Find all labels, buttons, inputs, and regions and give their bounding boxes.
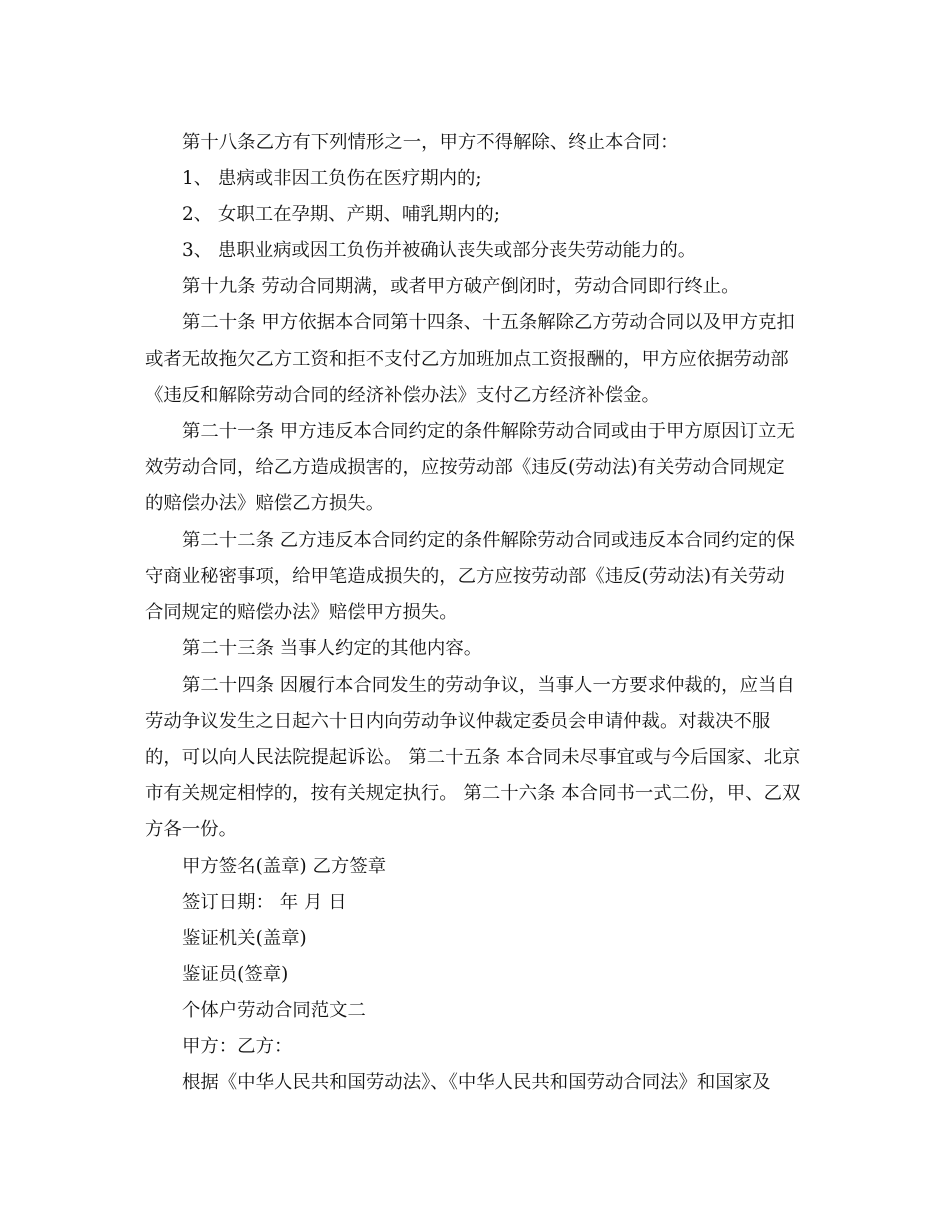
parties-line: 甲方：乙方： <box>182 1036 293 1057</box>
clause-21-line-1: 第二十一条 甲方违反本合同约定的条件解除劳动合同或由于甲方原因订立无 <box>182 421 795 442</box>
clause-18-item-1: 1、 患病或非因工负伤在医疗期内的; <box>182 168 482 189</box>
clause-23: 第二十三条 当事人约定的其他内容。 <box>182 638 483 659</box>
clause-18-item-2: 2、 女职工在孕期、产期、哺乳期内的; <box>182 204 500 225</box>
authentication-authority-line: 鉴证机关(盖章) <box>182 928 307 949</box>
preamble-line: 根据《中华人民共和国劳动法》、《中华人民共和国劳动合同法》和国家及 <box>182 1072 771 1093</box>
clause-20-line-3: 《违反和解除劳动合同的经济补偿办法》支付乙方经济补偿金。 <box>145 385 660 406</box>
clause-18-item-3: 3、 患职业病或因工负伤并被确认丧失或部分丧失劳动能力的。 <box>182 240 697 261</box>
clause-26-line-5: 方各一份。 <box>145 819 237 840</box>
clause-20-line-2: 或者无故拖欠乙方工资和拒不支付乙方加班加点工资报酬的，甲方应依据劳动部 <box>145 349 789 370</box>
clause-24-25-line-3: 的，可以向人民法院提起诉讼。 第二十五条 本合同未尽事宜或与今后国家、北京 <box>145 747 801 768</box>
clause-21-line-2: 效劳动合同，给乙方造成损害的，应按劳动部《违反(劳动法)有关劳动合同规定 <box>145 457 785 478</box>
clause-22-line-3: 合同规定的赔偿办法》赔偿甲方损失。 <box>145 602 458 623</box>
clause-24-line-1: 第二十四条 因履行本合同发生的劳动争议，当事人一方要求仲裁的，应当自 <box>182 675 795 696</box>
clause-21-line-3: 的赔偿办法》赔偿乙方损失。 <box>145 493 385 514</box>
section-title: 个体户劳动合同范文二 <box>182 1000 366 1021</box>
clause-25-26-line-4: 市有关规定相悖的，按有关规定执行。 第二十六条 本合同书一式二份，甲、乙双 <box>145 783 801 804</box>
signing-date-line: 签订日期： 年 月 日 <box>182 892 347 913</box>
authenticator-line: 鉴证员(签章) <box>182 964 289 985</box>
signature-line: 甲方签名(盖章) 乙方签章 <box>182 856 387 877</box>
clause-19: 第十九条 劳动合同期满，或者甲方破产倒闭时，劳动合同即行终止。 <box>182 276 740 297</box>
clause-22-line-2: 守商业秘密事项，给甲笔造成损失的，乙方应按劳动部《违反(劳动法)有关劳动 <box>145 566 785 587</box>
clause-24-line-2: 劳动争议发生之日起六十日内向劳动争议仲裁定委员会申请仲裁。对裁决不服 <box>145 711 771 732</box>
clause-18-heading: 第十八条乙方有下列情形之一，甲方不得解除、终止本合同： <box>182 132 679 153</box>
clause-22-line-1: 第二十二条 乙方违反本合同约定的条件解除劳动合同或违反本合同约定的保 <box>182 530 795 551</box>
clause-20-line-1: 第二十条 甲方依据本合同第十四条、十五条解除乙方劳动合同以及甲方克扣 <box>182 312 795 333</box>
